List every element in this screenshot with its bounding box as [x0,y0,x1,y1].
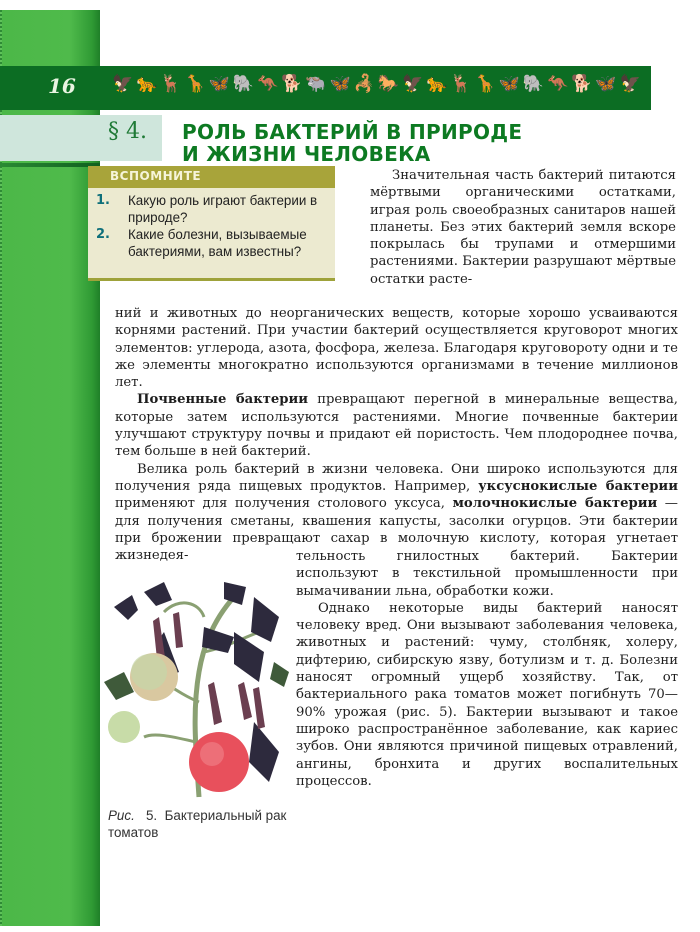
question-text: Какую роль играют бактерии в природе? [128,193,318,225]
remember-heading: ВСПОМНИТЕ [110,169,202,183]
body-full-width [115,305,678,564]
section-title-line2: И ЖИЗНИ ЧЕЛОВЕКА [182,142,431,166]
figure-caption-text: Бактериальный рак томатов [108,808,287,840]
paragraph-text: превращают перегной в минеральные вещества, которые затем используются растениями. Многие почвенные бактерии улучшают структуру почвы и придают ей пористость. Чем плодороднее почва, тем больше в ней бактерий. [115,392,678,460]
body-right-column [296,548,678,790]
remember-question [88,192,335,226]
term-acetic-bacteria: уксуснокислые бактерии [478,478,678,494]
section-title-line1: РОЛЬ БАКТЕРИЙ В ПРИРОДЕ [182,120,523,144]
figure-number: 5. [145,808,158,823]
paragraph-1-continued: ний и животных до неорганических веществ, которые хорошо усваиваются корнями растений. При участии бактерий осуществляется круговорот многих элементов: углерода, азота, фосфора, железа. Благодаря круговороту одни и те же элементы многократно используются организмами в течение миллионов лет. [115,306,678,391]
remember-questions [88,192,335,260]
paragraph-4: Однако некоторые виды бактерий наносят человеку вред. Они вызывают заболевания человека, животных и растений: чуму, столбняк, холеру, дифтерию, сибирскую язву, ботулизм и т. д. Болезни наносят огромный ущерб хозяйству. Так, от бактериального рака томатов может погибнуть 70—90% урожая (рис. 5). Бактерии вызывают и такое широко распространённое заболевание, как кариес зубов. Они являются причиной пищевых отравлений, ангины, бронхита и других воспалительных процессов. [296,600,678,789]
page-number: 16 [48,74,76,98]
remember-box [88,166,335,281]
remember-header [88,166,335,188]
question-number: 1. [96,193,110,208]
animal-silhouettes-icon: 🦅🐆🦌🦒🦋🐘🦘🐕🐃🦋🦂🐎🦅🐆🦌🦒🦋🐘🦘🐕🦋🦅 [112,74,644,94]
term-soil-bacteria: Почвенные бактерии [137,392,309,408]
section-title [182,121,522,165]
tomato-plant-illustration [104,572,294,802]
question-number: 2. [96,227,110,242]
paragraph-text: Значительная часть бактерий питаются мёртвыми органическими остатками, играя роль своеобразных санитаров нашей планеты. Без этих бактерий земля вскоре покрылась бы трупами и отмершими растениями. Бактерии разрушают мёртвые остатки расте- [370,168,676,287]
figure-label: Рис. [108,808,135,823]
figure-tomato-canker [104,572,294,802]
paragraph-text: применяют для получения столового уксуса, [115,496,453,512]
term-lactic-bacteria: молочнокислые бактерии [452,496,658,512]
paragraph-text: — для получения сметаны, квашения капусты, засолки огурцов. Эти бактерии при брожении превращают сахар в молочную кислоту, которая угнетает жизнедея- [115,496,678,564]
paragraph-3-continued: тельность гнилостных бактерий. Бактерии используют в текстильной промышленности при вымачивании льна, обработки кожи. [296,549,678,599]
paragraph-1-top [370,167,676,288]
paragraph-2 [115,391,678,460]
remember-question [88,226,335,260]
figure-caption [108,807,294,841]
section-underline [0,163,100,167]
paragraph-text: Велика роль бактерий в жизни человека. Они широко используются для получения ряда пищевых продуктов. Например, [115,461,678,494]
question-text: Какие болезни, вызываемые бактериями, вам известны? [128,227,307,259]
section-number: § 4. [108,119,147,144]
